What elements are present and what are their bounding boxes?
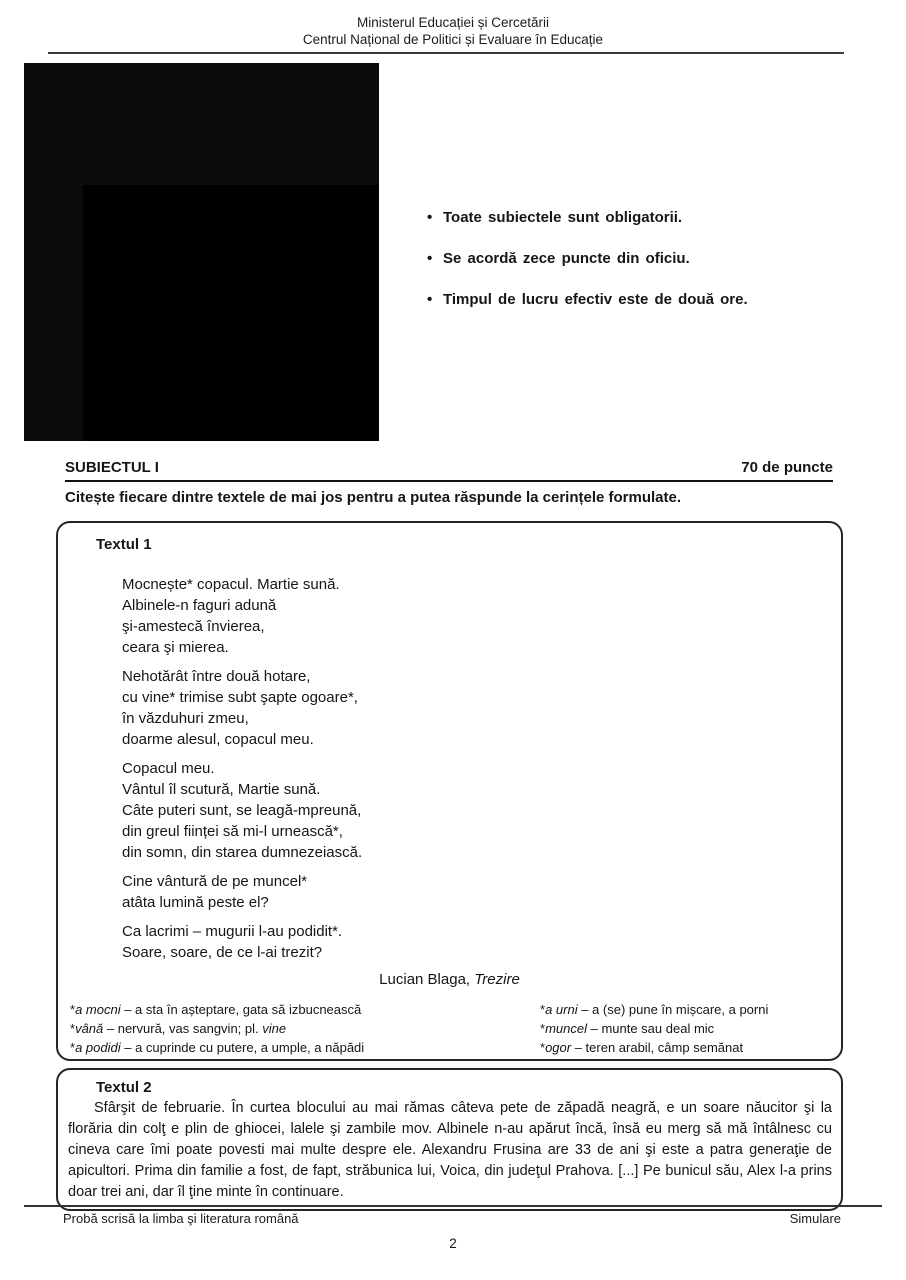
poem-line: Copacul meu. (122, 760, 215, 777)
footnote-star: * (540, 1021, 546, 1036)
subject-heading-row (65, 459, 833, 482)
text2-paragraph: Sfârşit de februarie. În curtea blocului au mai rămas câteva pete de zăpadă neagră, e un soare năucitor şi la florăria din colţ e plin de ghiocei, lalele şi zambile mov. Albinele n-au apărut încă, însă eu merg să mă întâlnesc cu cineva care îmi poate povesti mai multe despre ele. Alexandru Frusina are 33 de ani şi este a patra generaţie de apicultori. Prima din familie a fost, de fapt, străbunica lui, Voica, din judeţul Prahova. [...] Pe bunicul său, Alex l-a prins doar trei ani, dar îl ţine minte în continuare. (68, 1100, 832, 1200)
footnotes-left-column (70, 1000, 540, 1057)
poem-line: cu vine* trimise subt şapte ogoare*, (122, 689, 358, 706)
poem-line: Cine vântură de pe muncel* (122, 873, 308, 890)
footnote-term: vână (75, 1021, 104, 1036)
bullet-icon: • (427, 250, 433, 267)
poem-line: din somn, din starea dumnezeiască. (122, 844, 363, 861)
poem-stanza (122, 921, 841, 963)
blacked-out-region-inner (83, 185, 379, 441)
poem-line: din greul ființei să mi-l urnească*, (122, 823, 343, 840)
notice-item (427, 207, 877, 228)
footnote-term: ogor (545, 1040, 572, 1055)
header-divider (48, 52, 844, 54)
footer-divider (24, 1205, 882, 1207)
footnote-definition: – a cuprinde cu putere, a umple, a năpădi (120, 1040, 365, 1055)
poem-line: Soare, soare, de ce l-ai trezit? (122, 944, 323, 961)
poem-stanza (122, 871, 841, 913)
poem-line: în văzduhuri zmeu, (122, 710, 249, 727)
header-line-center: Centrul Național de Politici și Evaluare în Educație (302, 32, 604, 47)
subject-instruction: Citește fiecare dintre textele de mai jos pentru a putea răspunde la cerințele formulate. (65, 489, 682, 506)
poem-line: ceara şi mierea. (122, 639, 229, 656)
poem-line: Mocnește* copacul. Martie sună. (122, 576, 340, 593)
poem-line: Vântul îl scutură, Martie sună. (122, 781, 321, 798)
footnote-star: * (70, 1040, 76, 1055)
footnote (540, 1038, 829, 1057)
footnotes (70, 1000, 829, 1057)
poem-line: Albinele-n faguri adună (122, 597, 277, 614)
footnote (70, 1019, 540, 1038)
poem-attribution (58, 969, 841, 990)
notice-item (427, 289, 877, 310)
notice-text: Toate subiectele sunt obligatorii. (443, 209, 683, 226)
subject-title: SUBIECTUL I (65, 459, 159, 476)
footnote-term: a mocni (75, 1002, 121, 1017)
blacked-out-region (24, 63, 379, 441)
poem-line: Nehotărât între două hotare, (122, 668, 311, 685)
bullet-icon: • (427, 209, 433, 226)
notice-item (427, 248, 877, 269)
footer-exam-name: Probă scrisă la limba şi literatura română (63, 1211, 299, 1226)
footnote (70, 1038, 540, 1057)
poem-line: doarme alesul, copacul meu. (122, 731, 314, 748)
text1-box (56, 521, 843, 1061)
text2-label: Textul 2 (96, 1079, 152, 1096)
footnote-star: * (540, 1002, 546, 1017)
footnote-italic-tail: vine (262, 1021, 287, 1036)
document-header (0, 14, 906, 48)
footnote-star: * (70, 1002, 76, 1017)
notice-text: Timpul de lucru efectiv este de două ore. (443, 291, 748, 308)
poem-title: Trezire (474, 971, 520, 988)
text2-box (56, 1068, 843, 1211)
footnote-definition: – a (se) pune în mișcare, a porni (577, 1002, 769, 1017)
footnote-definition: – teren arabil, câmp semănat (571, 1040, 744, 1055)
footnote-definition: – a sta în așteptare, gata să izbucnească (120, 1002, 362, 1017)
footnote-star: * (70, 1021, 76, 1036)
page-number: 2 (449, 1236, 457, 1251)
poem-line: Ca lacrimi – mugurii l-au podidit*. (122, 923, 343, 940)
notice-text: Se acordă zece puncte din oficiu. (443, 250, 690, 267)
footnote (70, 1000, 540, 1019)
footer-session: Simulare (789, 1211, 841, 1226)
footnotes-right-column (540, 1000, 829, 1057)
footnote-term: a podidi (75, 1040, 121, 1055)
footnote-star: * (540, 1040, 546, 1055)
poem-author: Lucian Blaga, (379, 971, 475, 988)
footnote-term: a urni (545, 1002, 578, 1017)
poem-stanza (122, 574, 841, 658)
poem-stanza (122, 666, 841, 750)
footnote (540, 1019, 829, 1038)
poem (122, 574, 841, 963)
footnote-term: muncel (545, 1021, 587, 1036)
footnote-definition: – munte sau deal mic (586, 1021, 715, 1036)
bullet-icon: • (427, 291, 433, 308)
poem-stanza (122, 758, 841, 863)
poem-line: şi-amestecă învierea, (122, 618, 265, 635)
header-line-ministry: Ministerul Educației și Cercetării (356, 15, 550, 30)
text1-label: Textul 1 (96, 536, 152, 553)
subject-points: 70 de puncte (741, 459, 833, 476)
page-footer (63, 1211, 841, 1226)
exam-notices (427, 207, 877, 330)
poem-line: Câte puteri sunt, se leagă-mpreună, (122, 802, 362, 819)
poem-line: atâta lumină peste el? (122, 894, 269, 911)
footnote (540, 1000, 829, 1019)
footnote-definition: – nervură, vas sangvin; pl. (103, 1021, 263, 1036)
